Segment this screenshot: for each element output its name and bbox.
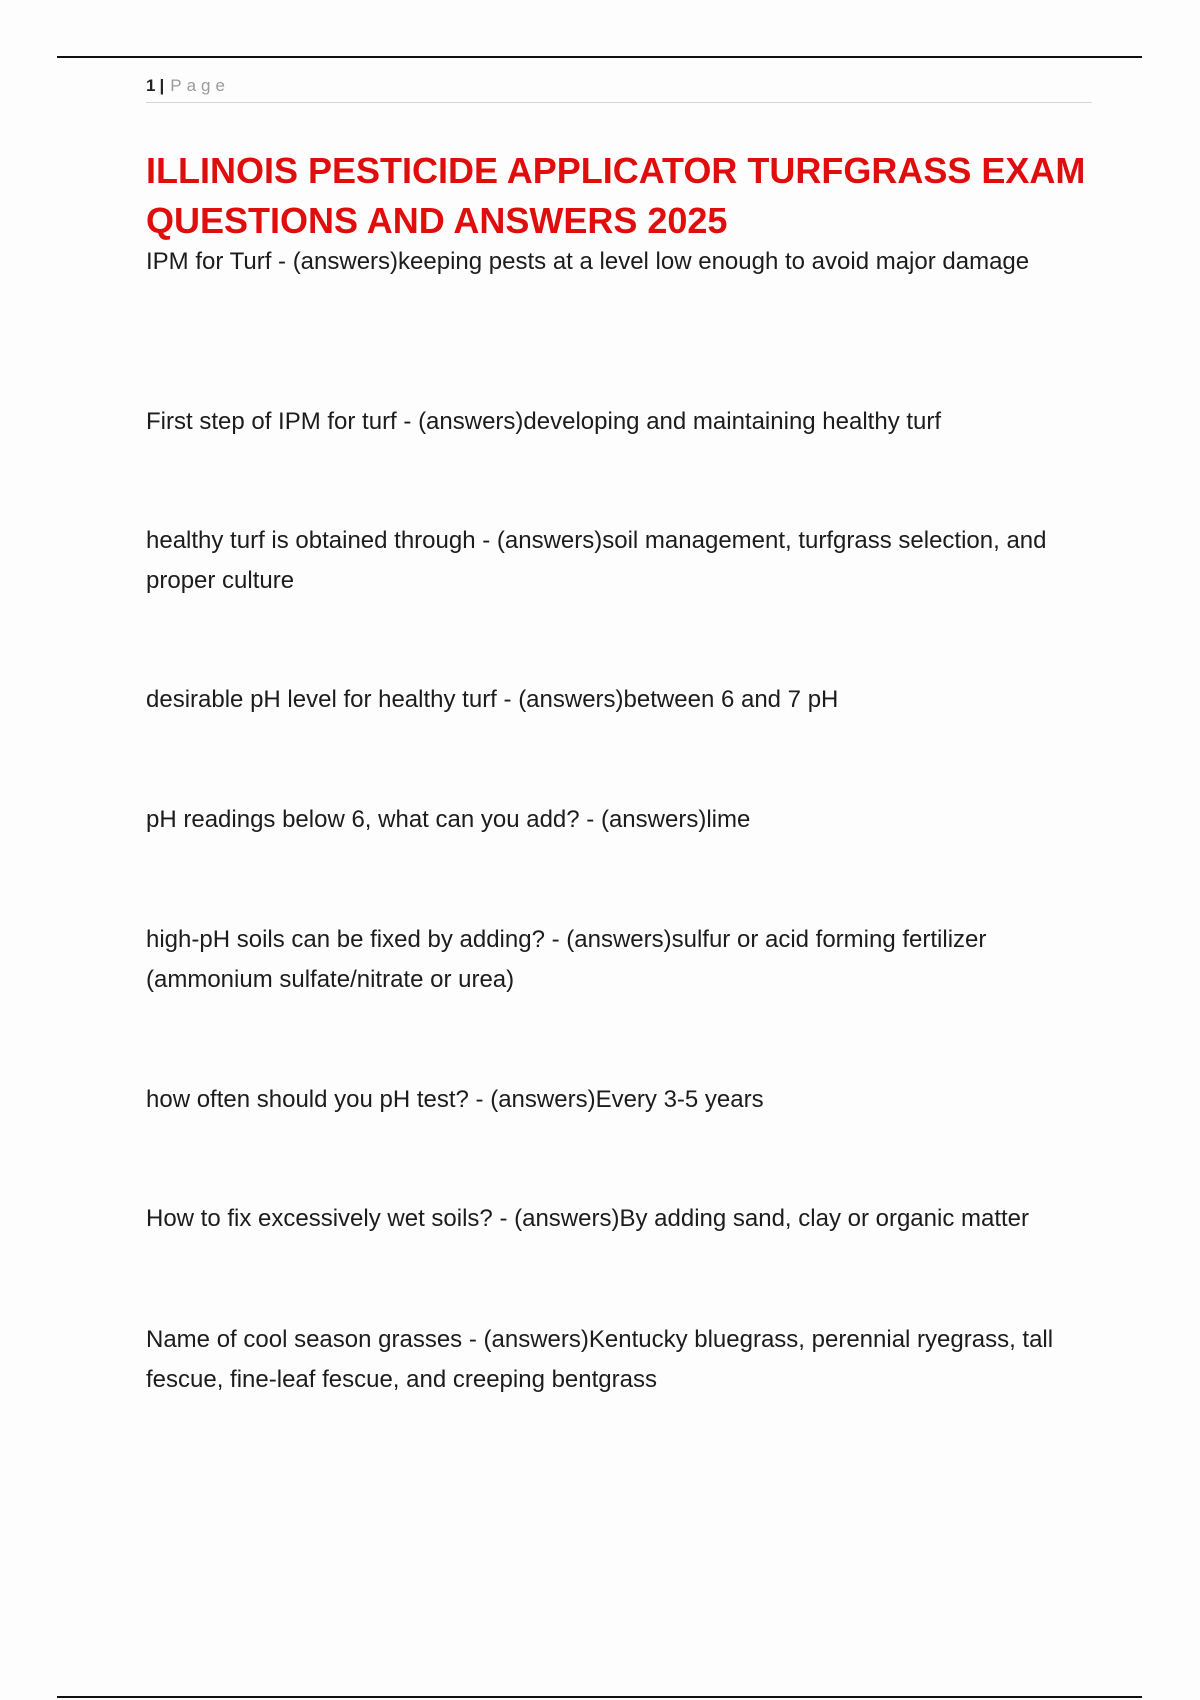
qa-answer: lime <box>706 806 751 833</box>
bottom-rule <box>57 1696 1142 1698</box>
qa-question: How to fix excessively wet soils? <box>146 1205 493 1232</box>
qa-question: how often should you pH test? <box>146 1086 469 1113</box>
qa-answer: By adding sand, clay or organic matter <box>619 1205 1030 1232</box>
qa-marker: (answers) <box>496 527 603 554</box>
qa-item: how often should you pH test? - (answers)Every 3-5 years <box>146 1086 764 1113</box>
qa-answer: Kentucky bluegrass, perennial ryegrass, tall fescue, fine-leaf fescue, and creeping bentgrass <box>146 1326 1054 1393</box>
qa-answer: soil management, turfgrass selection, and proper culture <box>146 527 1047 594</box>
qa-marker: (answers) <box>490 1086 596 1113</box>
qa-item: Name of cool season grasses - (answers)Kentucky bluegrass, perennial ryegrass, tall fescue, fine-leaf fescue, and creeping bentgrass <box>146 1326 1054 1393</box>
page-label: Page <box>170 76 230 95</box>
qa-item: healthy turf is obtained through - (answers)soil management, turfgrass selection, and proper culture <box>146 527 1047 594</box>
qa-question: First step of IPM for turf <box>146 408 397 435</box>
qa-question: IPM for Turf <box>146 248 272 275</box>
qa-question: high-pH soils can be fixed by adding? <box>146 926 545 953</box>
page-separator: | <box>159 76 165 95</box>
qa-answer: Every 3-5 years <box>595 1086 764 1113</box>
qa-marker: (answers) <box>292 248 399 275</box>
qa-marker: (answers) <box>483 1326 589 1353</box>
qa-item: desirable pH level for healthy turf - (answers)between 6 and 7 pH <box>146 686 839 713</box>
qa-marker: (answers) <box>566 926 672 953</box>
qa-marker: (answers) <box>418 408 524 435</box>
qa-answer: between 6 and 7 pH <box>623 686 839 713</box>
qa-answer: keeping pests at a level low enough to avoid major damage <box>398 248 1030 275</box>
qa-question: desirable pH level for healthy turf <box>146 686 497 713</box>
top-rule <box>57 56 1142 58</box>
qa-answer: developing and maintaining healthy turf <box>523 408 942 435</box>
qa-item: First step of IPM for turf - (answers)developing and maintaining healthy turf <box>146 408 942 435</box>
qa-item: high-pH soils can be fixed by adding? - (answers)sulfur or acid forming fertilizer (ammonium sulfate/nitrate or urea) <box>146 926 987 993</box>
qa-item: pH readings below 6, what can you add? - (answers)lime <box>146 806 751 833</box>
qa-marker: (answers) <box>600 806 707 833</box>
qa-question: healthy turf is obtained through <box>146 527 476 554</box>
document-title: ILLINOIS PESTICIDE APPLICATOR TURFGRASS EXAM QUESTIONS AND ANSWERS 2025 <box>146 150 1086 241</box>
qa-question: pH readings below 6, what can you add? <box>146 806 580 833</box>
qa-item: IPM for Turf - (answers)keeping pests at a level low enough to avoid major damage <box>146 248 1030 275</box>
qa-marker: (answers) <box>514 1205 620 1232</box>
qa-question: Name of cool season grasses <box>146 1326 463 1353</box>
qa-answer: sulfur or acid forming fertilizer (ammonium sulfate/nitrate or urea) <box>146 926 987 993</box>
page-header <box>146 74 1092 103</box>
qa-item: How to fix excessively wet soils? - (answers)By adding sand, clay or organic matter <box>146 1205 1030 1232</box>
page-number: 1 <box>146 76 156 95</box>
qa-marker: (answers) <box>518 686 624 713</box>
